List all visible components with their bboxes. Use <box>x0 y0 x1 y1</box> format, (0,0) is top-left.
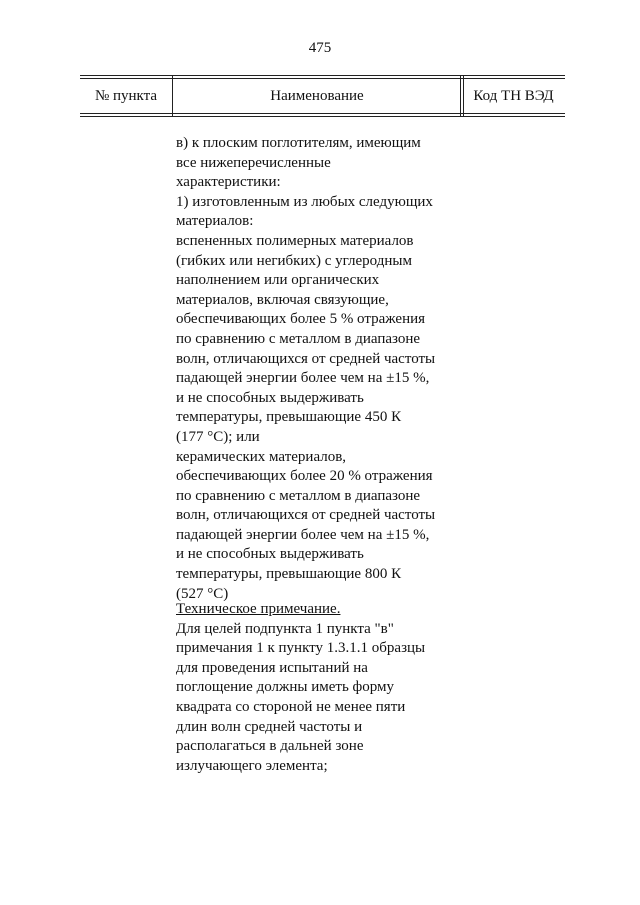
technical-note <box>176 600 476 776</box>
description-line: обеспечивающих более 20 % отражения <box>176 468 433 485</box>
note-line: для проведения испытаний на <box>176 659 368 676</box>
description-line: температуры, превышающие 800 К <box>176 566 402 583</box>
description-line: материалов, включая связующие, <box>176 291 389 308</box>
note-line: длин волн средней частоты и <box>176 718 363 735</box>
description-line: падающей энергии более чем на ±15 %, <box>176 370 430 387</box>
description-line: температуры, превышающие 450 К <box>176 409 402 426</box>
description-line: обеспечивающих более 5 % отражения <box>176 311 426 328</box>
table-header <box>80 75 565 117</box>
header-customs-code: Код ТН ВЭД <box>473 88 554 104</box>
description-line: характеристики: <box>176 174 281 191</box>
note-line: излучающего элемента; <box>176 757 328 774</box>
description-line: материалов: <box>176 213 254 230</box>
description-line: волн, отличающихся от средней частоты <box>176 350 436 367</box>
note-line: Для целей подпункта 1 пункта "в" <box>176 620 394 637</box>
description-line: все нижеперечисленные <box>176 154 331 171</box>
note-line: квадрата со стороной не менее пяти <box>176 698 406 715</box>
description-line: (177 °С); или <box>176 428 260 445</box>
description-line: наполнением или органических <box>176 272 380 289</box>
description-line: 1) изготовленным из любых следующих <box>176 193 433 210</box>
description-line: (527 °С) <box>176 585 229 602</box>
technical-note-title: Техническое примечание. <box>176 601 341 617</box>
page-number: 475 <box>308 40 332 56</box>
description-line: и не способных выдерживать <box>176 389 364 406</box>
description-line: вспененных полимерных материалов <box>176 232 414 249</box>
description-line: волн, отличающихся от средней частоты <box>176 507 436 524</box>
description-line: керамических материалов, <box>176 448 347 465</box>
description-line: в) к плоским поглотителям, имеющим <box>176 135 421 151</box>
header-name: Наименование <box>270 88 364 104</box>
note-line: располагаться в дальней зоне <box>176 738 364 755</box>
description-line: по сравнению с металлом в диапазоне <box>176 487 421 504</box>
note-line: примечания 1 к пункту 1.3.1.1 образцы <box>176 640 426 657</box>
description-line: и не способных выдерживать <box>176 546 364 563</box>
column-divider <box>172 76 173 116</box>
item-description <box>176 134 476 604</box>
column-divider <box>460 76 461 116</box>
description-line: падающей энергии более чем на ±15 %, <box>176 526 430 543</box>
note-line: поглощение должны иметь форму <box>176 679 395 696</box>
description-line: (гибких или негибких) с углеродным <box>176 252 412 269</box>
description-line: по сравнению с металлом в диапазоне <box>176 330 421 347</box>
header-item-number: № пункта <box>94 88 158 104</box>
